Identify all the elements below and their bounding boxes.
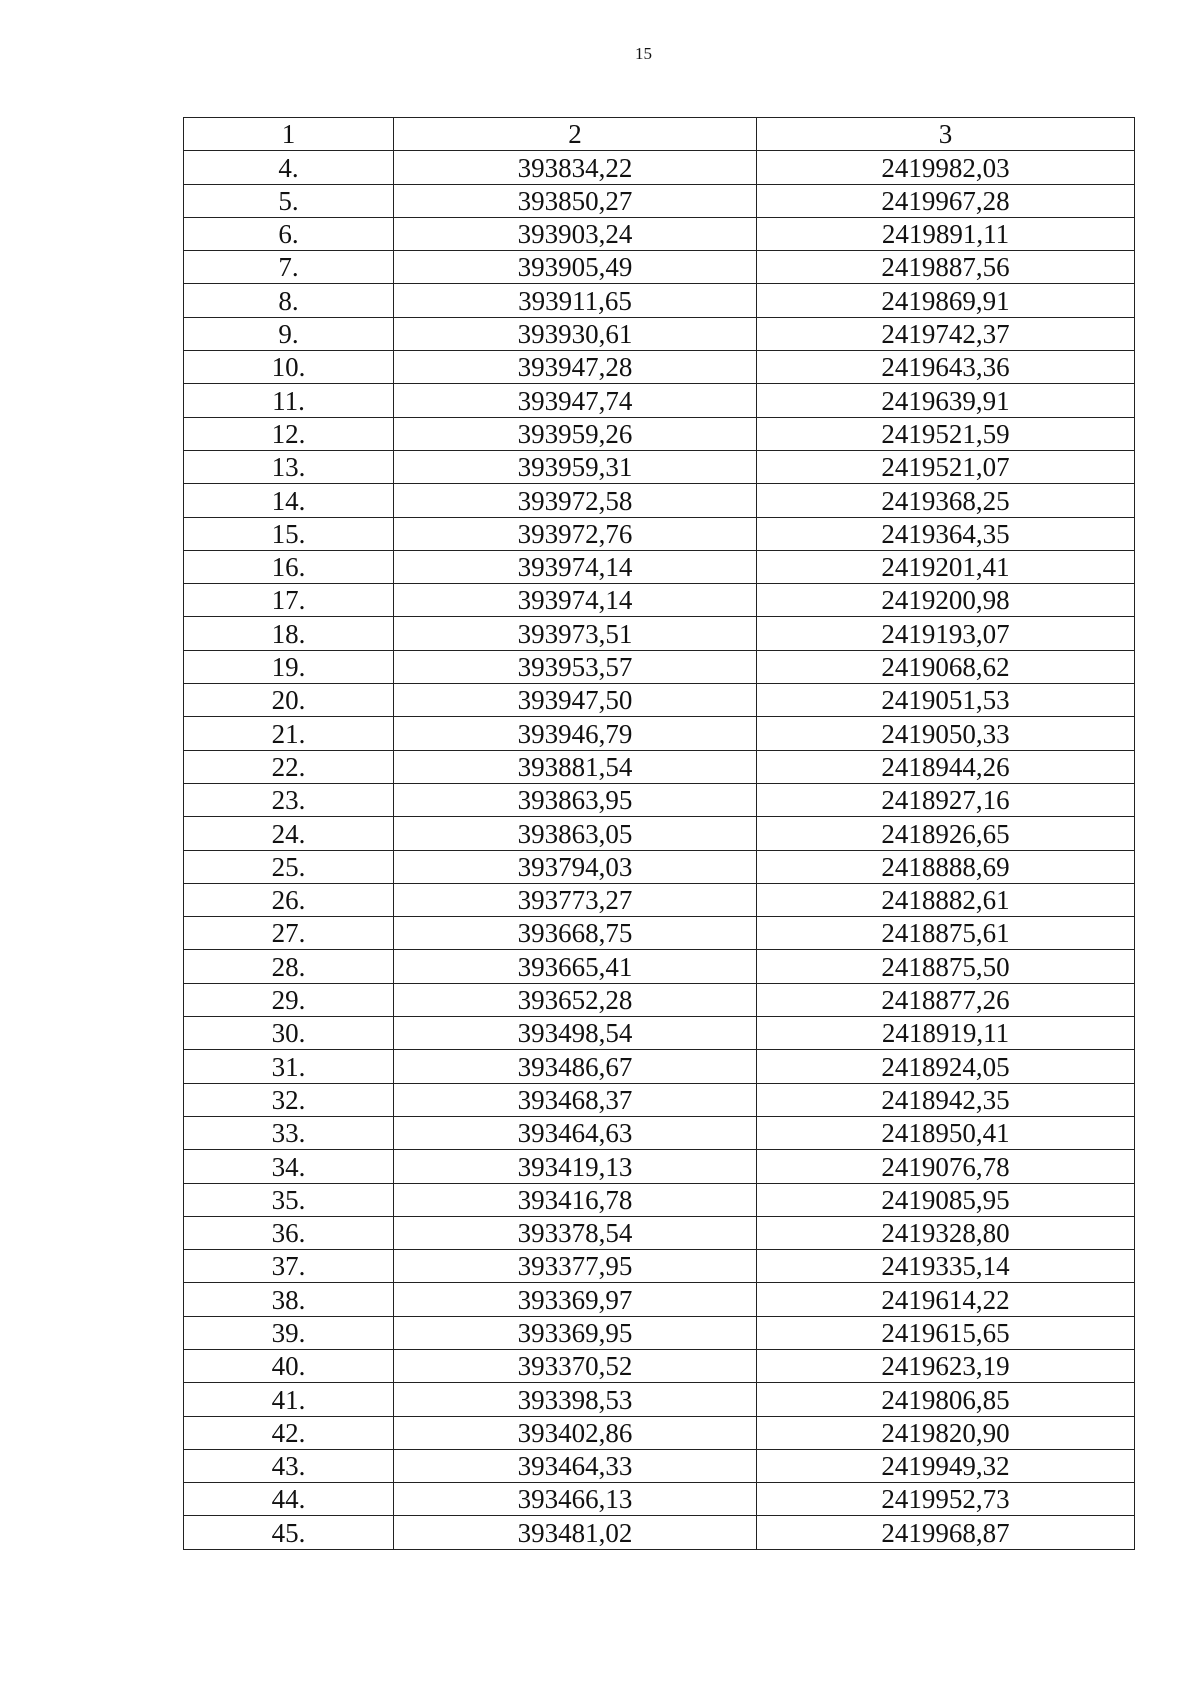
table-row [184,650,1135,683]
x-coordinate-cell: 393850,27 [394,184,757,217]
page-number: 15 [635,44,652,63]
y-coordinate-cell: 2419193,07 [757,617,1135,650]
point-number-cell: 42. [184,1416,394,1449]
table-row [184,1183,1135,1216]
y-coordinate-cell: 2419643,36 [757,351,1135,384]
column-header: 3 [757,118,1135,151]
x-coordinate-cell: 393416,78 [394,1183,757,1216]
y-coordinate-cell: 2419050,33 [757,717,1135,750]
table-row [184,1449,1135,1482]
x-coordinate-cell: 393863,95 [394,783,757,816]
y-coordinate-cell: 2418875,61 [757,917,1135,950]
y-coordinate-cell: 2419639,91 [757,384,1135,417]
point-number-cell: 43. [184,1449,394,1482]
x-coordinate-cell: 393881,54 [394,750,757,783]
point-number-cell: 11. [184,384,394,417]
table-header-row [184,118,1135,151]
table-row [184,983,1135,1016]
y-coordinate-cell: 2419521,59 [757,417,1135,450]
point-number-cell: 15. [184,517,394,550]
x-coordinate-cell: 393834,22 [394,151,757,184]
x-coordinate-cell: 393959,31 [394,450,757,483]
y-coordinate-cell: 2419521,07 [757,450,1135,483]
y-coordinate-cell: 2419328,80 [757,1216,1135,1249]
table-row [184,284,1135,317]
point-number-cell: 14. [184,484,394,517]
point-number-cell: 17. [184,584,394,617]
table-body [184,151,1135,1549]
x-coordinate-cell: 393911,65 [394,284,757,317]
x-coordinate-cell: 393773,27 [394,883,757,916]
point-number-cell: 4. [184,151,394,184]
y-coordinate-cell: 2419068,62 [757,650,1135,683]
y-coordinate-cell: 2419891,11 [757,217,1135,250]
x-coordinate-cell: 393947,28 [394,351,757,384]
table-row [184,1116,1135,1149]
table-row [184,1216,1135,1249]
y-coordinate-cell: 2419076,78 [757,1150,1135,1183]
y-coordinate-cell: 2419887,56 [757,251,1135,284]
table-row [184,217,1135,250]
table-row [184,1083,1135,1116]
point-number-cell: 18. [184,617,394,650]
table-row [184,450,1135,483]
y-coordinate-cell: 2418926,65 [757,817,1135,850]
point-number-cell: 24. [184,817,394,850]
point-number-cell: 21. [184,717,394,750]
x-coordinate-cell: 393905,49 [394,251,757,284]
point-number-cell: 33. [184,1116,394,1149]
x-coordinate-cell: 393466,13 [394,1483,757,1516]
point-number-cell: 27. [184,917,394,950]
y-coordinate-cell: 2419742,37 [757,317,1135,350]
table-row [184,1483,1135,1516]
point-number-cell: 22. [184,750,394,783]
x-coordinate-cell: 393972,58 [394,484,757,517]
table-row [184,1349,1135,1382]
table-row [184,1416,1135,1449]
table-row [184,1516,1135,1549]
x-coordinate-cell: 393863,05 [394,817,757,850]
x-coordinate-cell: 393402,86 [394,1416,757,1449]
y-coordinate-cell: 2419949,32 [757,1449,1135,1482]
y-coordinate-cell: 2418875,50 [757,950,1135,983]
x-coordinate-cell: 393930,61 [394,317,757,350]
table-row [184,1050,1135,1083]
x-coordinate-cell: 393974,14 [394,550,757,583]
point-number-cell: 35. [184,1183,394,1216]
x-coordinate-cell: 393464,63 [394,1116,757,1149]
x-coordinate-cell: 393481,02 [394,1516,757,1549]
column-header: 1 [184,118,394,151]
point-number-cell: 30. [184,1017,394,1050]
y-coordinate-cell: 2418942,35 [757,1083,1135,1116]
table-row [184,517,1135,550]
table-row [184,151,1135,184]
table-row [184,1383,1135,1416]
point-number-cell: 32. [184,1083,394,1116]
x-coordinate-cell: 393947,50 [394,684,757,717]
table-row [184,317,1135,350]
point-number-cell: 36. [184,1216,394,1249]
table-row [184,417,1135,450]
table-row [184,883,1135,916]
table-row [184,1283,1135,1316]
x-coordinate-cell: 393947,74 [394,384,757,417]
x-coordinate-cell: 393486,67 [394,1050,757,1083]
table-row [184,750,1135,783]
point-number-cell: 40. [184,1349,394,1382]
y-coordinate-cell: 2419968,87 [757,1516,1135,1549]
y-coordinate-cell: 2419364,35 [757,517,1135,550]
point-number-cell: 6. [184,217,394,250]
point-number-cell: 31. [184,1050,394,1083]
table-row [184,783,1135,816]
y-coordinate-cell: 2419200,98 [757,584,1135,617]
table-row [184,1250,1135,1283]
y-coordinate-cell: 2418944,26 [757,750,1135,783]
table-row [184,251,1135,284]
x-coordinate-cell: 393419,13 [394,1150,757,1183]
point-number-cell: 12. [184,417,394,450]
table-row [184,850,1135,883]
y-coordinate-cell: 2419335,14 [757,1250,1135,1283]
y-coordinate-cell: 2419051,53 [757,684,1135,717]
point-number-cell: 39. [184,1316,394,1349]
y-coordinate-cell: 2419869,91 [757,284,1135,317]
y-coordinate-cell: 2419623,19 [757,1349,1135,1382]
coordinates-table [183,117,1135,1550]
y-coordinate-cell: 2418919,11 [757,1017,1135,1050]
table-row [184,1150,1135,1183]
y-coordinate-cell: 2419368,25 [757,484,1135,517]
y-coordinate-cell: 2419201,41 [757,550,1135,583]
x-coordinate-cell: 393468,37 [394,1083,757,1116]
y-coordinate-cell: 2419982,03 [757,151,1135,184]
x-coordinate-cell: 393369,97 [394,1283,757,1316]
x-coordinate-cell: 393498,54 [394,1017,757,1050]
point-number-cell: 19. [184,650,394,683]
table-row [184,484,1135,517]
table-row [184,550,1135,583]
point-number-cell: 9. [184,317,394,350]
point-number-cell: 29. [184,983,394,1016]
table-row [184,1316,1135,1349]
point-number-cell: 7. [184,251,394,284]
table-row [184,351,1135,384]
point-number-cell: 25. [184,850,394,883]
x-coordinate-cell: 393903,24 [394,217,757,250]
point-number-cell: 16. [184,550,394,583]
point-number-cell: 26. [184,883,394,916]
point-number-cell: 37. [184,1250,394,1283]
y-coordinate-cell: 2419615,65 [757,1316,1135,1349]
x-coordinate-cell: 393369,95 [394,1316,757,1349]
table-row [184,584,1135,617]
point-number-cell: 34. [184,1150,394,1183]
y-coordinate-cell: 2418882,61 [757,883,1135,916]
point-number-cell: 44. [184,1483,394,1516]
point-number-cell: 23. [184,783,394,816]
y-coordinate-cell: 2419820,90 [757,1416,1135,1449]
point-number-cell: 41. [184,1383,394,1416]
x-coordinate-cell: 393974,14 [394,584,757,617]
table-row [184,617,1135,650]
point-number-cell: 45. [184,1516,394,1549]
column-header: 2 [394,118,757,151]
x-coordinate-cell: 393652,28 [394,983,757,1016]
table-row [184,717,1135,750]
point-number-cell: 20. [184,684,394,717]
x-coordinate-cell: 393377,95 [394,1250,757,1283]
x-coordinate-cell: 393959,26 [394,417,757,450]
x-coordinate-cell: 393665,41 [394,950,757,983]
y-coordinate-cell: 2419967,28 [757,184,1135,217]
table-row [184,184,1135,217]
y-coordinate-cell: 2419952,73 [757,1483,1135,1516]
x-coordinate-cell: 393972,76 [394,517,757,550]
y-coordinate-cell: 2419806,85 [757,1383,1135,1416]
point-number-cell: 10. [184,351,394,384]
y-coordinate-cell: 2419085,95 [757,1183,1135,1216]
x-coordinate-cell: 393953,57 [394,650,757,683]
point-number-cell: 13. [184,450,394,483]
y-coordinate-cell: 2419614,22 [757,1283,1135,1316]
x-coordinate-cell: 393370,52 [394,1349,757,1382]
table-row [184,817,1135,850]
point-number-cell: 8. [184,284,394,317]
y-coordinate-cell: 2418924,05 [757,1050,1135,1083]
x-coordinate-cell: 393464,33 [394,1449,757,1482]
x-coordinate-cell: 393668,75 [394,917,757,950]
y-coordinate-cell: 2418888,69 [757,850,1135,883]
table-row [184,917,1135,950]
point-number-cell: 5. [184,184,394,217]
table-row [184,384,1135,417]
x-coordinate-cell: 393946,79 [394,717,757,750]
x-coordinate-cell: 393794,03 [394,850,757,883]
x-coordinate-cell: 393973,51 [394,617,757,650]
y-coordinate-cell: 2418950,41 [757,1116,1135,1149]
table-row [184,1017,1135,1050]
point-number-cell: 38. [184,1283,394,1316]
y-coordinate-cell: 2418927,16 [757,783,1135,816]
point-number-cell: 28. [184,950,394,983]
y-coordinate-cell: 2418877,26 [757,983,1135,1016]
x-coordinate-cell: 393398,53 [394,1383,757,1416]
x-coordinate-cell: 393378,54 [394,1216,757,1249]
table-row [184,684,1135,717]
table-row [184,950,1135,983]
